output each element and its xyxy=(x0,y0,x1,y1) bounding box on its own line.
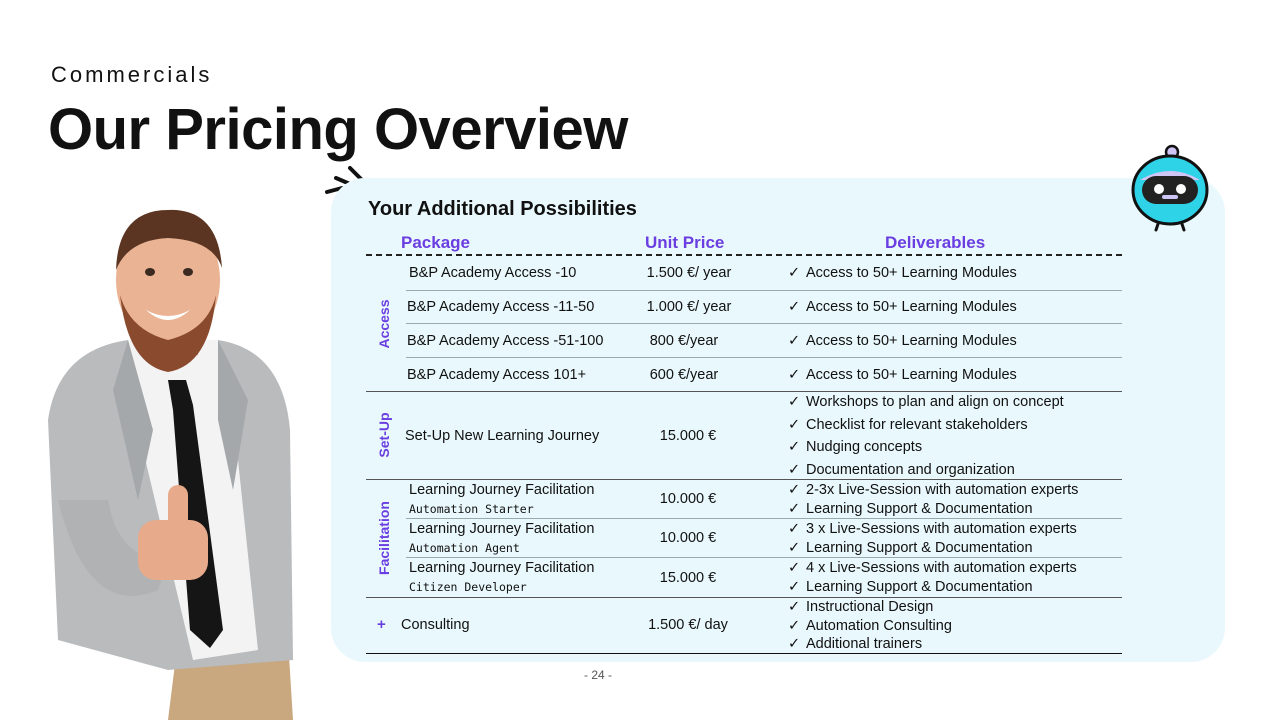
deliverable-item: ✓ Checklist for relevant stakeholders xyxy=(788,417,1028,433)
table-row-subpackage: Automation Starter xyxy=(409,502,534,516)
deliverable-item: ✓ Access to 50+ Learning Modules xyxy=(788,367,1017,383)
deliverable-item: ✓ Instructional Design xyxy=(788,599,934,615)
table-row-package: Learning Journey Facilitation xyxy=(409,521,595,537)
row-divider xyxy=(406,290,1122,291)
column-header-deliverables: Deliverables xyxy=(885,233,986,252)
column-header-unit-price: Unit Price xyxy=(645,233,725,252)
table-row-price: 15.000 € xyxy=(659,428,717,444)
deliverable-item: ✓ Workshops to plan and align on concept xyxy=(788,394,1064,410)
check-icon: ✓ xyxy=(788,462,801,478)
column-header-package: Package xyxy=(401,233,470,252)
table-row-price: 1.500 €/ year xyxy=(646,265,732,281)
table-row-package: Learning Journey Facilitation xyxy=(409,482,595,498)
check-icon: ✓ xyxy=(788,579,801,595)
check-icon: ✓ xyxy=(788,521,801,537)
deliverable-item: ✓ 2-3x Live-Session with automation experts xyxy=(788,482,1079,498)
deliverable-item: ✓ Learning Support & Documentation xyxy=(788,501,1033,517)
table-row-package: B&P Academy Access -11-50 xyxy=(407,299,595,315)
table-row-price: 10.000 € xyxy=(659,491,717,507)
deliverable-item: ✓ 4 x Live-Sessions with automation experts xyxy=(788,560,1077,576)
table-row-price: 600 €/year xyxy=(649,367,719,383)
table-row-package: Learning Journey Facilitation xyxy=(409,560,595,576)
table-row-price: 800 €/year xyxy=(649,333,719,349)
check-icon: ✓ xyxy=(788,599,801,615)
table-row-price: 15.000 € xyxy=(659,570,717,586)
row-divider xyxy=(406,518,1122,519)
table-row-package: B&P Academy Access 101+ xyxy=(407,367,587,383)
table-row-package: Set-Up New Learning Journey xyxy=(405,428,600,444)
row-divider xyxy=(406,557,1122,558)
check-icon: ✓ xyxy=(788,394,801,410)
deliverable-item: ✓ Access to 50+ Learning Modules xyxy=(788,333,1017,349)
check-icon: ✓ xyxy=(788,482,801,498)
table-bottom-border xyxy=(366,653,1122,654)
deliverable-item: ✓ Documentation and organization xyxy=(788,462,1015,478)
header-divider xyxy=(366,254,1122,256)
deliverable-item: ✓ Learning Support & Documentation xyxy=(788,579,1033,595)
page-title: Our Pricing Overview xyxy=(48,97,628,162)
check-icon: ✓ xyxy=(788,560,801,576)
person-thumbs-up-image xyxy=(18,200,318,720)
category-facilitation: Facilitation xyxy=(376,501,392,575)
row-divider xyxy=(406,323,1122,324)
category-access: Access xyxy=(376,299,392,349)
eyebrow-label: Commercials xyxy=(51,62,213,87)
check-icon: ✓ xyxy=(788,540,801,556)
row-divider xyxy=(406,357,1122,358)
check-icon: ✓ xyxy=(788,501,801,517)
section-divider xyxy=(366,597,1122,598)
check-icon: ✓ xyxy=(788,333,801,349)
deliverable-item: ✓ Access to 50+ Learning Modules xyxy=(788,299,1017,315)
deliverable-item: ✓ Automation Consulting xyxy=(788,618,952,634)
robot-mascot-icon xyxy=(1126,140,1216,232)
table-row-price: 10.000 € xyxy=(659,530,717,546)
table-row-package: B&P Academy Access -51-100 xyxy=(407,333,604,349)
check-icon: ✓ xyxy=(788,299,801,315)
deliverable-item: ✓ Access to 50+ Learning Modules xyxy=(788,265,1017,281)
section-divider xyxy=(366,391,1122,392)
section-divider xyxy=(366,479,1122,480)
table-row-price: 1.000 €/ year xyxy=(646,299,732,315)
table-row-package: B&P Academy Access -10 xyxy=(409,265,577,281)
page-number: - 24 - xyxy=(583,668,612,682)
table-row-subpackage: Citizen Developer xyxy=(409,580,527,594)
check-icon: ✓ xyxy=(788,367,801,383)
category-consulting-marker: + xyxy=(377,616,386,633)
check-icon: ✓ xyxy=(788,636,801,652)
deliverable-item: ✓ 3 x Live-Sessions with automation experts xyxy=(788,521,1077,537)
deliverable-item: ✓ Additional trainers xyxy=(788,636,923,652)
table-row-price: 1.500 €/ day xyxy=(648,617,728,633)
category-setup: Set-Up xyxy=(376,412,392,458)
check-icon: ✓ xyxy=(788,618,801,634)
check-icon: ✓ xyxy=(788,417,801,433)
panel-subtitle: Your Additional Possibilities xyxy=(368,198,637,220)
table-row-package: Consulting xyxy=(401,617,470,633)
deliverable-item: ✓ Learning Support & Documentation xyxy=(788,540,1033,556)
deliverable-item: ✓ Nudging concepts xyxy=(788,439,923,455)
check-icon: ✓ xyxy=(788,439,801,455)
table-row-subpackage: Automation Agent xyxy=(409,541,520,555)
check-icon: ✓ xyxy=(788,265,801,281)
